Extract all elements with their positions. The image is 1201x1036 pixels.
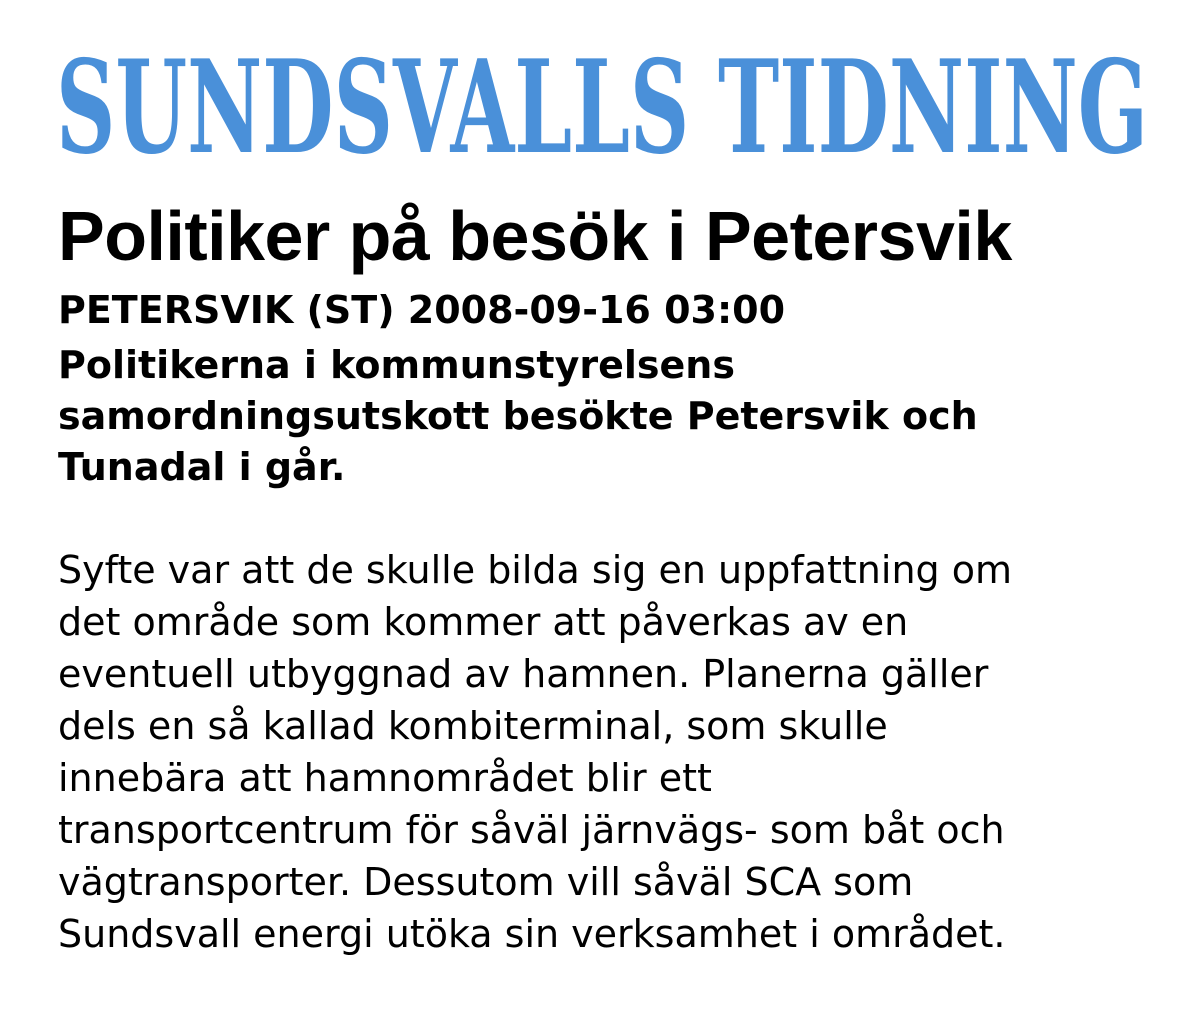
masthead-title: SUNDSVALLS TIDNING — [56, 44, 1148, 164]
masthead-logo — [56, 44, 1148, 164]
newspaper-masthead — [56, 44, 1148, 164]
body-line: transportcentrum för såväl järnvägs- som båt och — [58, 808, 1005, 852]
body-line: Sundsvall energi utöka sin verksamhet i området. — [58, 912, 1006, 956]
article-body — [58, 544, 1188, 960]
body-line: Syfte var att de skulle bilda sig en uppfattning om — [58, 548, 1012, 592]
article-lead — [58, 340, 1168, 493]
body-line: eventuell utbyggnad av hamnen. Planerna gäller — [58, 652, 989, 696]
body-line: dels en så kallad kombiterminal, som skulle — [58, 704, 888, 748]
body-line: innebära att hamnområdet blir ett — [58, 756, 712, 800]
lead-line: samordningsutskott besökte Petersvik och — [58, 394, 978, 438]
lead-line: Tunadal i går. — [58, 445, 346, 489]
article-dateline: PETERSVIK (ST) 2008-09-16 03:00 — [58, 288, 786, 332]
lead-line: Politikerna i kommunstyrelsens — [58, 343, 735, 387]
article-headline: Politiker på besök i Petersvik — [58, 197, 1012, 275]
body-line: det område som kommer att påverkas av en — [58, 600, 909, 644]
body-line: vägtransporter. Dessutom vill såväl SCA som — [58, 860, 914, 904]
